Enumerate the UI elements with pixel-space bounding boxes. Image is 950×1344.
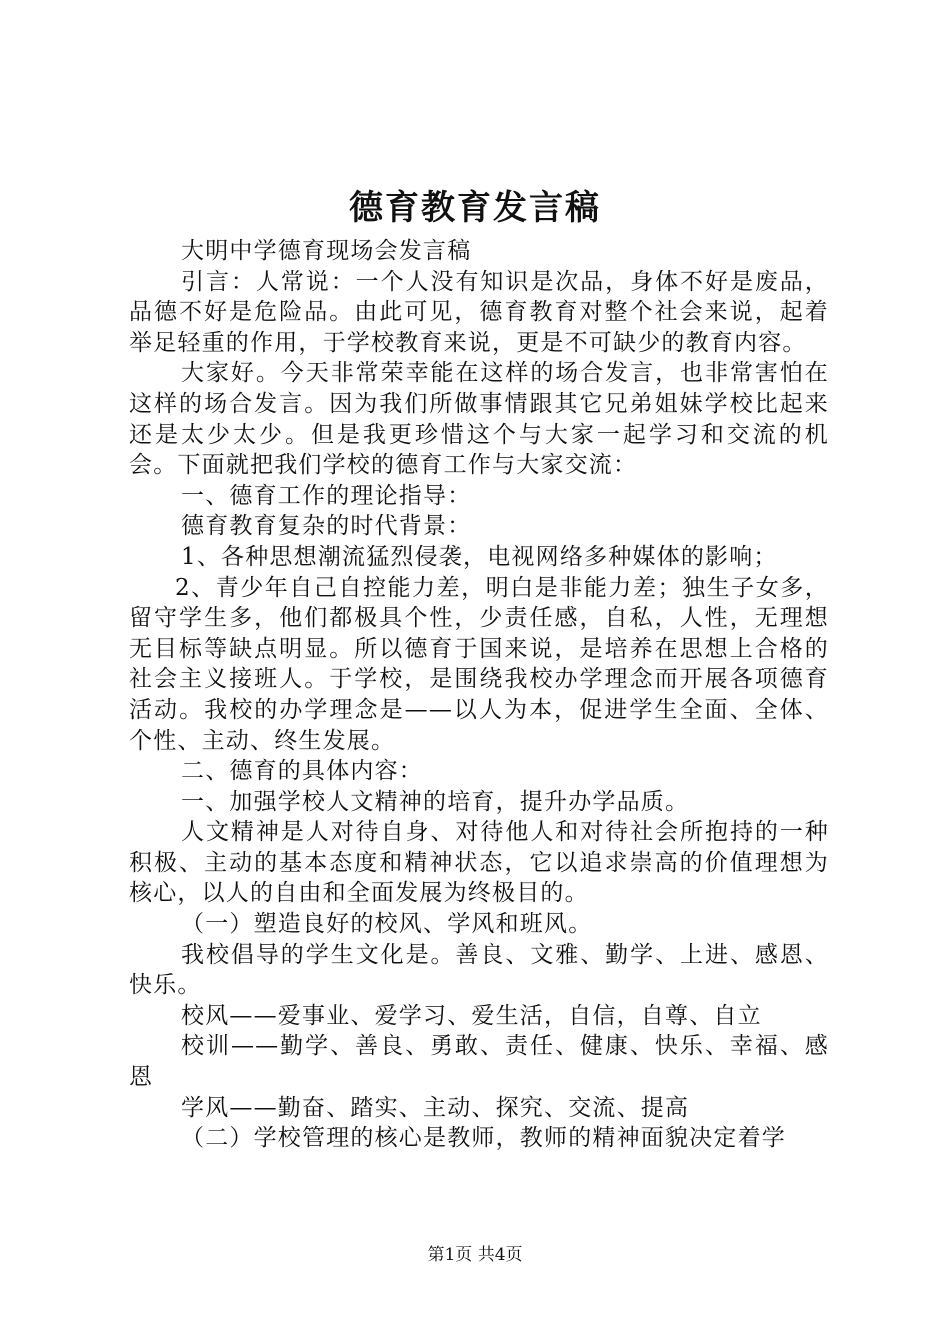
paragraph-student-culture: 我校倡导的学生文化是。善良、文雅、勤学、上进、感恩、快乐。 [129,941,829,999]
section-heading-theory: 一、德育工作的理论指导： [181,482,472,509]
document-title: 德育教育发言稿 [349,188,601,228]
subsection-heading-a: （一）塑造良好的校风、学风和班风。 [181,911,593,938]
paragraph-humanism: 人文精神是人对待自身、对待他人和对待社会所抱持的一种积极、主动的基本态度和精神状态，它以追求崇高的价值理想为核心，以人的自由和全面发展为终极目的。 [129,819,829,907]
paragraph-intro: 引言：人常说：一个人没有知识是次品，身体不好是废品，品德不好是危险品。由此可见，德育教育对整个社会来说，起着举足轻重的作用，于学校教育来说，更是不可缺少的教育内容。 [129,268,829,356]
list-item-2: 2、青少年自己自控能力差，明白是非能力差；独生子女多，留守学生多，他们都极具个性，少责任感，自私，人性，无理想无目标等缺点明显。所以德育于国来说，是培养在思想上合格的社会主义接班人。于学校，是围绕我校办学理念而开展各项德育活动。我校的办学理念是——以人为本，促进学生全面、全体、个性、主动、终生发展。 [129,574,829,754]
paragraph-subtitle: 大明中学德育现场会发言稿 [181,238,472,264]
section-heading-content: 二、德育的具体内容： [181,758,423,785]
document-body [129,236,829,1154]
paragraph-school-motto: 校训——勤学、善良、勇敢、责任、健康、快乐、幸福、感恩 [129,1033,829,1091]
paragraph-background: 德育教育复杂的时代背景： [181,513,472,540]
list-item-1: 1、各种思想潮流猛烈侵袭，电视网络多种媒体的影响； [181,543,778,570]
paragraph-school-style: 校风——爱事业、爱学习、爱生活，自信，自尊、自立 [181,1002,762,1029]
paragraph-study-style: 学风——勤奋、踏实、主动、探究、交流、提高 [181,1094,690,1121]
subsection-heading-b: （二）学校管理的核心是教师，教师的精神面貌决定着学 [181,1125,786,1152]
paragraph-greeting: 大家好。今天非常荣幸能在这样的场合发言，也非常害怕在这样的场合发言。因为我们所做事情跟其它兄弟姐妹学校比起来还是太少太少。但是我更珍惜这个与大家一起学习和交流的机会。下面就把我们学校的德育工作与大家交流： [129,360,829,479]
subsection-heading-1: 一、加强学校人文精神的培育，提升办学品质。 [181,788,690,815]
page-footer: 第1页 共4页 [427,1245,523,1265]
